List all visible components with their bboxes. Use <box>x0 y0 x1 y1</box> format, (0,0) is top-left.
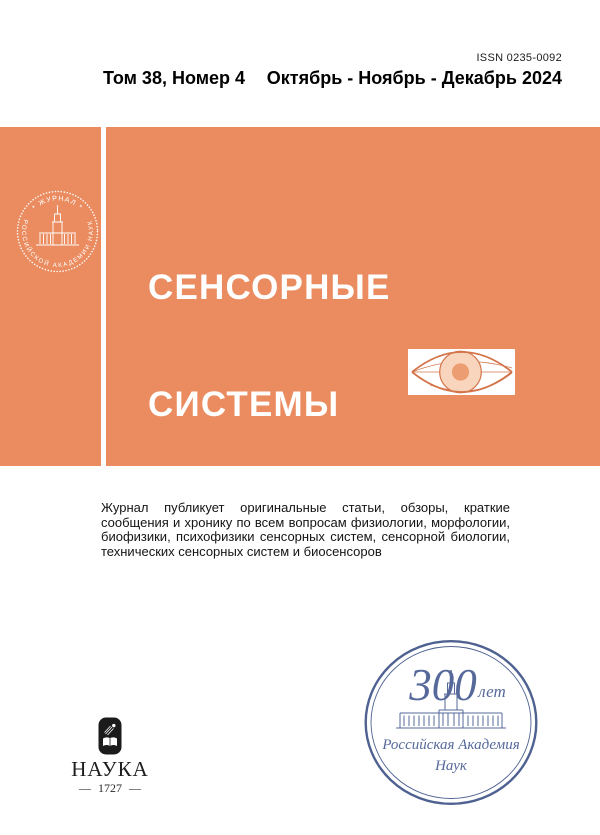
seal-bottom-text: РОССИЙСКОЙ АКАДЕМИИ НАУК <box>19 218 96 270</box>
journal-description: Журнал публикует оригинальные статьи, обзоры, краткие сообщения и хронику по всем вопросам физиологии, морфологии, биофизики, психофизики сенсорных систем, сенсорной биологии, технических сенсорных систем и биосенсоров <box>101 500 510 559</box>
eye-icon <box>408 349 515 395</box>
kunstkamera-building-icon <box>36 205 79 245</box>
anniversary-number: 300 <box>409 660 477 710</box>
seal-dotted-ring <box>18 192 98 272</box>
issue-header <box>103 68 562 89</box>
ras-journal-seal <box>14 188 101 275</box>
publisher-year-row <box>50 782 170 794</box>
issn-text: ISSN 0235-0092 <box>476 52 562 64</box>
volume-number-text: Том 38, Номер 4 <box>103 68 246 88</box>
ras-300-anniversary-seal <box>363 639 539 806</box>
issue-dates-text: Октябрь - Ноябрь - Декабрь 2024 <box>266 68 562 88</box>
publisher-name: НАУКА <box>71 757 149 781</box>
anniversary-line2: Наук <box>435 758 467 774</box>
svg-text:РОССИЙСКОЙ АКАДЕМИИ НАУК <box>20 219 95 270</box>
seal-top-text: * ЖУРНАЛ * <box>31 195 84 212</box>
journal-title-line1: СЕНСОРНЫЕ <box>148 268 391 307</box>
nauka-emblem-icon <box>98 717 122 755</box>
journal-title-line2: СИСТЕМЫ <box>148 385 340 424</box>
year-dash-left: — <box>79 781 91 795</box>
journal-title <box>148 190 391 502</box>
nauka-publisher-block <box>50 717 170 794</box>
cover-accent-bar <box>0 127 101 466</box>
anniversary-unit: лет <box>478 682 506 701</box>
year-dash-right: — <box>129 781 141 795</box>
cover-panel <box>106 127 600 466</box>
publisher-year: 1727 <box>98 781 122 795</box>
anniversary-line1: Российская Академия <box>382 737 520 753</box>
